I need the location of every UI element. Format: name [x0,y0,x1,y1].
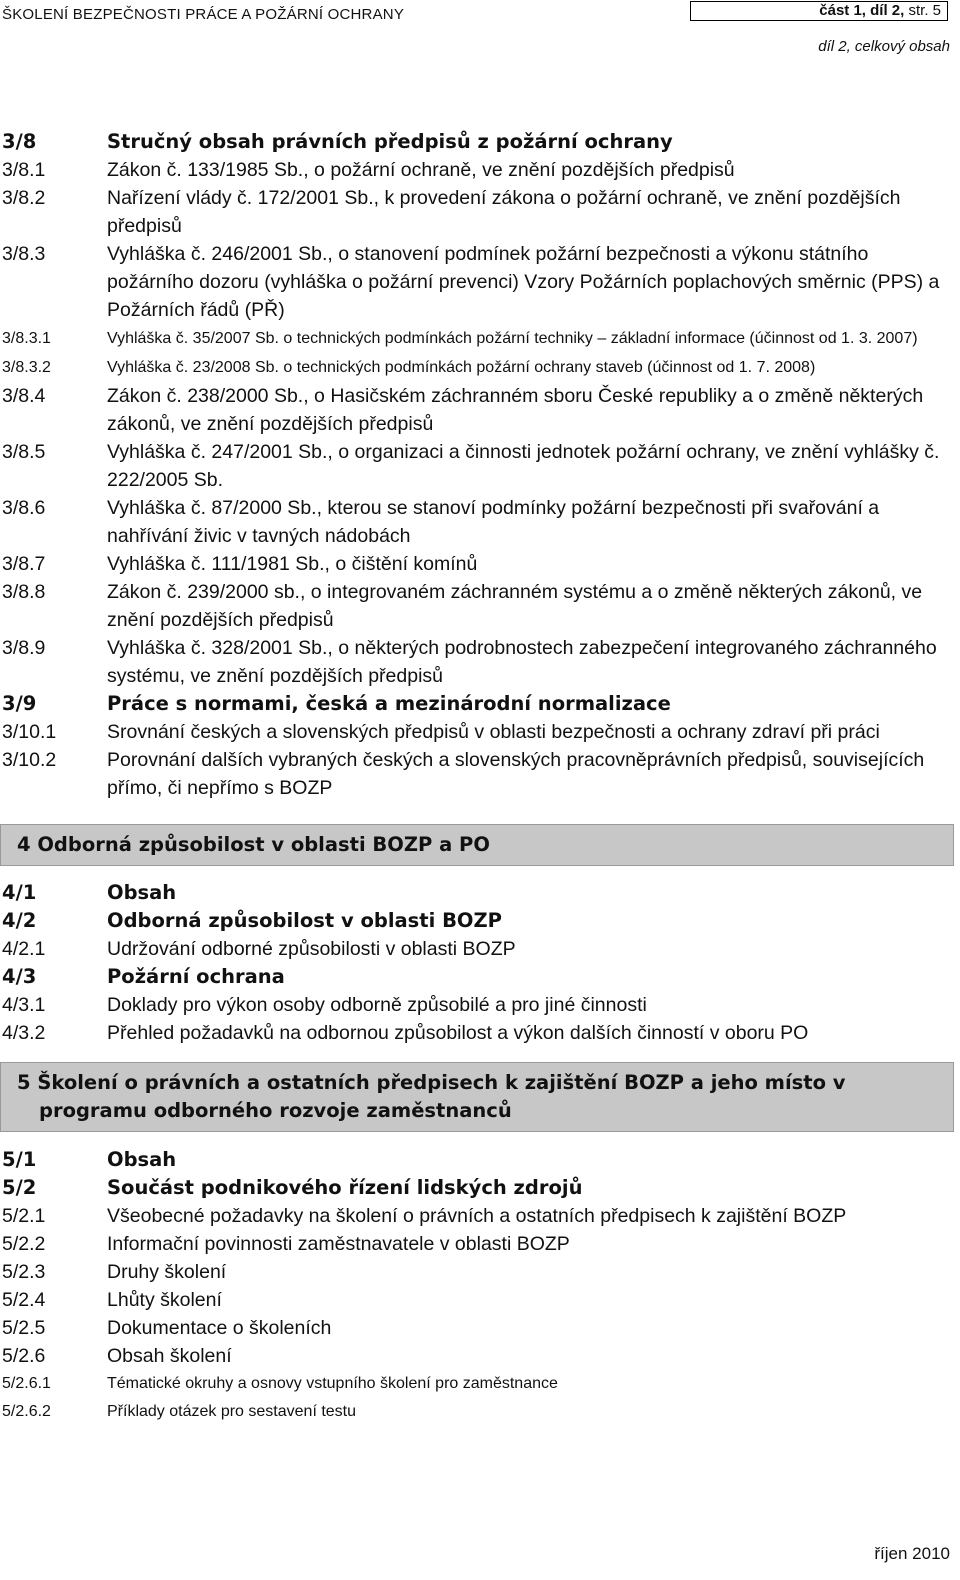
header-title: ŠKOLENÍ BEZPEČNOSTI PRÁCE A POŽÁRNÍ OCHRANY [2,6,405,23]
toc-entry-number: 4/3.2 [2,1022,46,1044]
toc-entry [0,184,960,240]
toc-entry-number: 3/9 [2,692,37,715]
toc-entry-number: 3/8.3 [2,243,46,265]
toc-entry-number: 5/2.2 [2,1233,46,1255]
page-locator-box [690,1,948,21]
toc-entry-number: 3/8.6 [2,497,46,519]
toc-entry-title: Obsah [107,881,177,904]
toc-entry-title: Informační povinnosti zaměstnavatele v oblasti BOZP [107,1233,570,1255]
toc-entry-title: Dokumentace o školeních [107,1317,332,1339]
toc-entry-title: Obsah [107,1148,177,1171]
toc-entry-title: Druhy školení [107,1261,227,1283]
toc-entry [0,1342,960,1370]
toc-section-4 [0,879,960,1047]
toc-entry [0,991,960,1019]
toc-entry [0,353,960,382]
toc-entry-number: 3/8.1 [2,159,46,181]
toc-entry-title: Vyhláška č. 246/2001 Sb., o stanovení podmínek požární bezpečnosti a výkonu státního požárního dozoru (vyhláška o požární prevenci) Vzory Požárních poplachových směrnic (PPS) a Požárních řádů (PŘ) [107,243,940,321]
toc-entry-title: Vyhláška č. 328/2001 Sb., o některých podrobnostech zabezpečení integrovaného záchranného systému, ve znění pozdějších předpisů [107,637,937,687]
toc-entry-number: 3/10.2 [2,749,57,771]
toc-entry-title: Součást podnikového řízení lidských zdrojů [107,1176,583,1199]
section-4-title: 4 Odborná způsobilost v oblasti BOZP a PO [17,833,490,856]
toc-entry [0,1202,960,1230]
toc-entry [0,156,960,184]
toc-entry-number: 5/2.3 [2,1261,46,1283]
toc-entry [0,1174,960,1202]
toc-entry-number: 3/8.5 [2,441,46,463]
toc-entry [0,1286,960,1314]
toc-entry [0,128,960,156]
toc-entry-title: Vyhláška č. 87/2000 Sb., kterou se stanoví podmínky požární bezpečnosti při svařování a nahřívání živic v tavných nádobách [107,497,880,547]
toc-entry [0,1398,960,1426]
toc-entry-number: 3/8.2 [2,187,46,209]
toc-section-5 [0,1146,960,1426]
toc-entry-title: Odborná způsobilost v oblasti BOZP [107,909,502,932]
toc-entry [0,382,960,438]
toc-entry-number: 5/1 [2,1148,37,1171]
section-5-heading [0,1062,954,1132]
toc-entry [0,634,960,690]
toc-entry [0,907,960,935]
toc-entry-number: 5/2.6 [2,1345,46,1367]
toc-entry-number: 4/3.1 [2,994,46,1016]
toc-entry-title: Doklady pro výkon osoby odborně způsobilé a pro jiné činnosti [107,994,647,1016]
toc-entry-title: Práce s normami, česká a mezinárodní normalizace [107,692,671,715]
toc-entry-title: Zákon č. 133/1985 Sb., o požární ochraně, ve znění pozdějších předpisů [107,159,735,181]
toc-entry-number: 4/1 [2,881,37,904]
toc-entry [0,935,960,963]
toc-entry-title: Vyhláška č. 23/2008 Sb. o technických podmínkách požární ochrany staveb (účinnost od 1. 7. 2008) [107,359,816,376]
toc-entry [0,240,960,324]
toc-entry-title: Zákon č. 238/2000 Sb., o Hasičském záchranném sboru České republiky a o změně některých zákonů, ve znění pozdějších předpisů [107,385,924,435]
toc-entry [0,438,960,494]
toc-entry [0,746,960,802]
toc-entry-number: 5/2.6.2 [2,1403,51,1420]
table-of-contents [0,128,960,1426]
toc-entry-title: Vyhláška č. 247/2001 Sb., o organizaci a činnosti jednotek požární ochrany, ve znění vyhlášky č. 222/2005 Sb. [107,441,940,491]
toc-entry [0,1314,960,1342]
toc-entry-title: Lhůty školení [107,1289,222,1311]
toc-entry [0,550,960,578]
toc-entry [0,324,960,353]
toc-entry-number: 5/2.6.1 [2,1375,51,1392]
part-label: část 1, díl 2, [819,2,905,19]
toc-entry-title: Všeobecné požadavky na školení o právních a ostatních předpisech k zajištění BOZP [107,1205,847,1227]
toc-entry-number: 3/8 [2,130,37,153]
toc-entry [0,963,960,991]
toc-entry-number: 3/8.3.2 [2,359,51,376]
toc-entry [0,578,960,634]
toc-entry-number: 3/8.9 [2,637,46,659]
toc-entry-number: 3/8.7 [2,553,46,575]
toc-entry-number: 3/8.4 [2,385,46,407]
toc-entry-number: 4/2 [2,909,37,932]
toc-entry [0,1258,960,1286]
toc-entry-title: Srovnání českých a slovenských předpisů v oblasti bezpečnosti a ochrany zdraví při práci [107,721,880,743]
toc-entry-title: Požární ochrana [107,965,285,988]
toc-section-3 [0,128,960,802]
toc-entry [0,494,960,550]
toc-entry-number: 5/2 [2,1176,37,1199]
toc-entry-title: Tématické okruhy a osnovy vstupního školení pro zaměstnance [107,1375,558,1392]
toc-entry-number: 3/8.8 [2,581,46,603]
toc-entry-title: Stručný obsah právních předpisů z požární ochrany [107,130,673,153]
toc-entry-number: 4/3 [2,965,37,988]
page-label: str. 5 [908,2,941,19]
section-5-title: 5 Školení o právních a ostatních předpisech k zajištění BOZP a jeho místo v programu odborného rozvoje zaměstnanců [17,1071,846,1122]
toc-entry-title: Udržování odborné způsobilosti v oblasti BOZP [107,938,516,960]
toc-entry [0,879,960,907]
toc-entry [0,1230,960,1258]
toc-entry-number: 3/8.3.1 [2,330,51,347]
toc-entry-title: Vyhláška č. 111/1981 Sb., o čištění komínů [107,553,478,575]
header-subtitle: díl 2, celkový obsah [818,38,950,55]
toc-entry-number: 5/2.1 [2,1205,46,1227]
toc-entry-title: Nařízení vlády č. 172/2001 Sb., k provedení zákona o požární ochraně, ve znění pozdějších předpisů [107,187,901,237]
toc-entry-number: 5/2.4 [2,1289,46,1311]
toc-entry-number: 4/2.1 [2,938,46,960]
toc-entry [0,1019,960,1047]
toc-entry [0,718,960,746]
toc-entry-title: Obsah školení [107,1345,232,1367]
toc-entry-title: Přehled požadavků na odbornou způsobilost a výkon dalších činností v oboru PO [107,1022,809,1044]
toc-entry [0,1370,960,1398]
toc-entry-title: Příklady otázek pro sestavení testu [107,1403,357,1420]
toc-entry-title: Vyhláška č. 35/2007 Sb. o technických podmínkách požární techniky – základní informace (účinnost od 1. 3. 2007) [107,330,918,347]
toc-entry [0,690,960,718]
toc-entry-title: Zákon č. 239/2000 sb., o integrovaném záchranném systému a o změně některých zákonů, ve znění pozdějších předpisů [107,581,923,631]
footer-date: říjen 2010 [874,1544,950,1563]
toc-entry-number: 3/10.1 [2,721,57,743]
toc-entry-title: Porovnání dalších vybraných českých a slovenských pracovněprávních předpisů, souvisejících přímo, či nepřímo s BOZP [107,749,925,799]
toc-entry-number: 5/2.5 [2,1317,46,1339]
section-4-heading [0,824,954,866]
toc-entry [0,1146,960,1174]
